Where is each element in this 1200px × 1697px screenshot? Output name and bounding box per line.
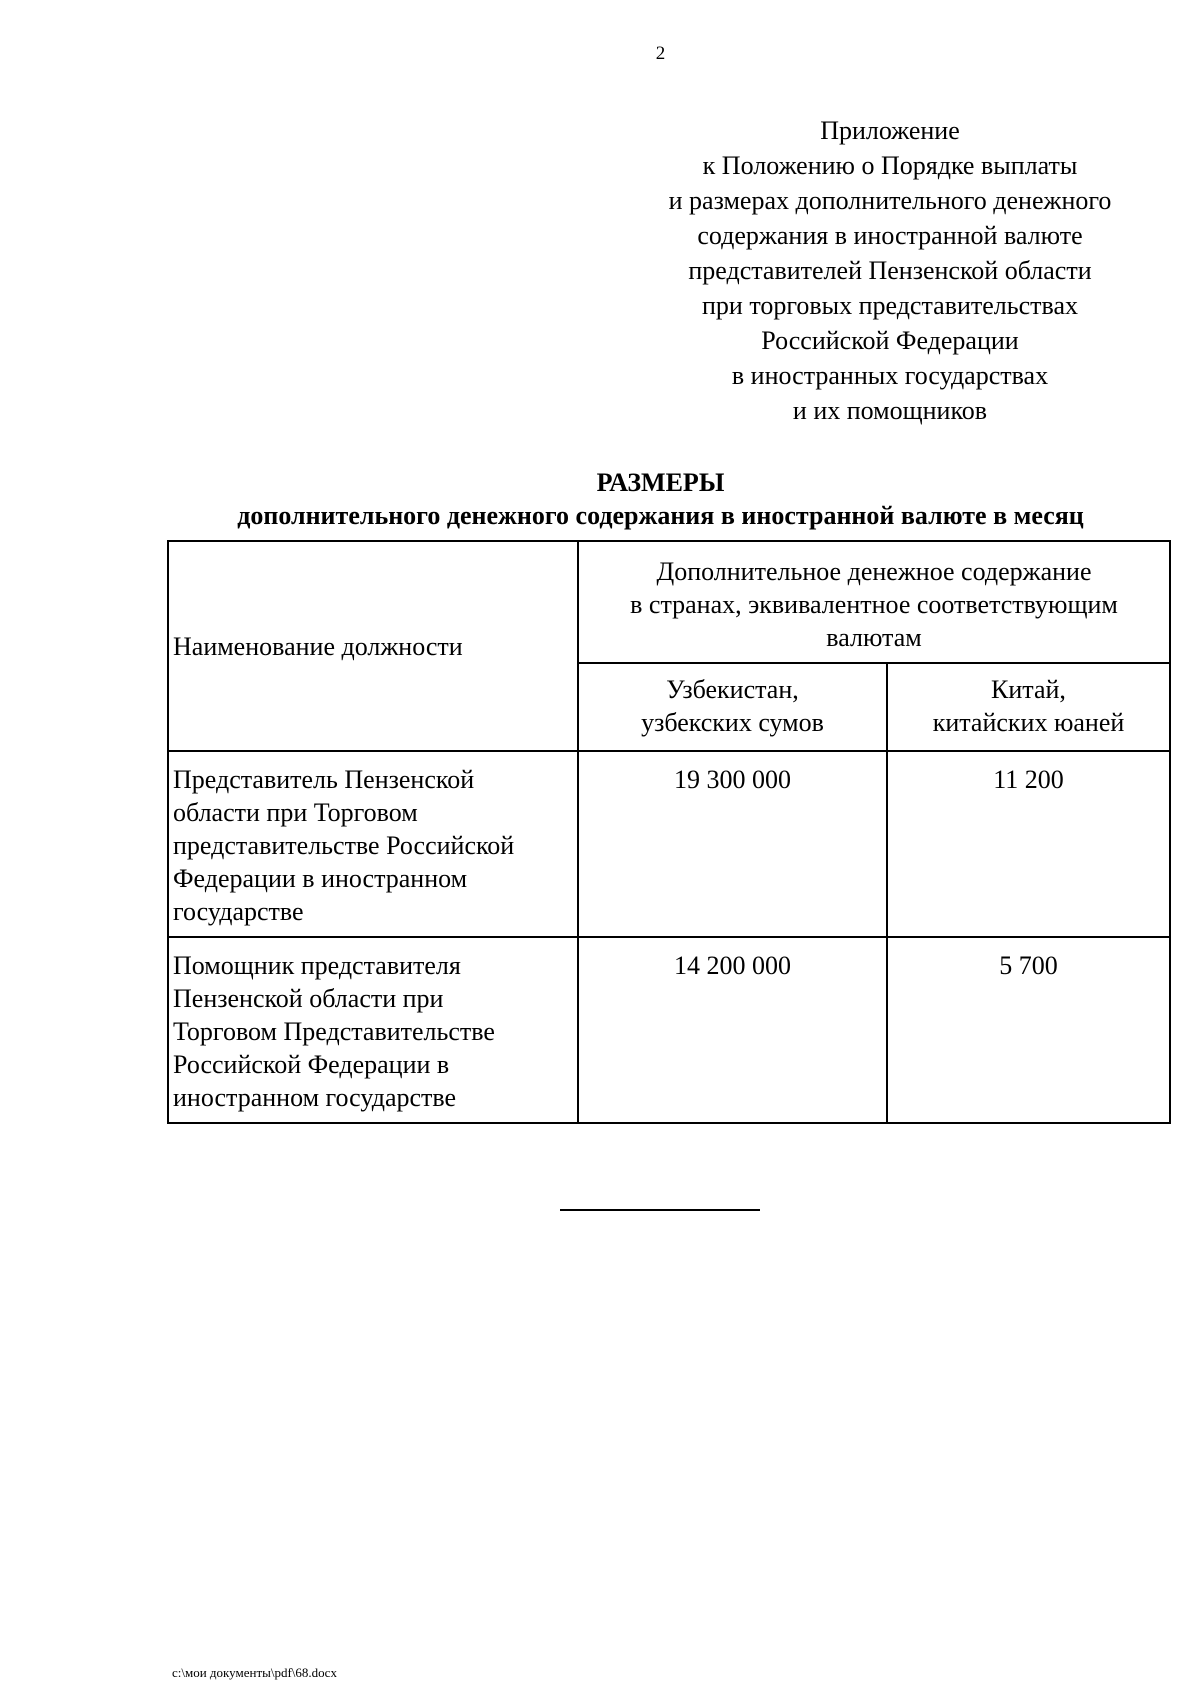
row-name-line: Торговом Представительстве (173, 1017, 495, 1046)
appendix-line: представителей Пензенской области (688, 256, 1092, 285)
appendix-line: в иностранных государствах (731, 361, 1049, 390)
header-position-name (168, 541, 578, 751)
header-allowance-group (578, 541, 1170, 663)
row-name-line: Российской Федерации в (173, 1050, 450, 1079)
row-name-line: государстве (173, 897, 304, 926)
appendix-line: и их помощников (792, 396, 988, 425)
title-subheading: дополнительного денежного содержания в иностранной валюте в месяц (237, 501, 1084, 530)
row-name-line: иностранном государстве (173, 1083, 457, 1112)
document-title (0, 466, 1200, 532)
row-name-line: Пензенской области при (173, 984, 444, 1013)
closing-divider (560, 1209, 760, 1211)
row-position-name (168, 751, 578, 937)
row-value-china: 11 200 (887, 751, 1170, 937)
appendix-heading (560, 113, 1200, 428)
row-value-uzbekistan: 14 200 000 (578, 937, 887, 1123)
row-name-line: области при Торговом (173, 798, 418, 827)
footer-file-path: c:\мои документы\pdf\68.docx (172, 1665, 337, 1680)
row-name-line: Федерации в иностранном (173, 864, 468, 893)
header-group-line: валютам (826, 623, 922, 652)
header-country-line: узбекских сумов (641, 708, 824, 737)
table-row (168, 751, 1170, 937)
appendix-line: к Положению о Порядке выплаты (702, 151, 1078, 180)
appendix-line: содержания в иностранной валюте (697, 221, 1083, 250)
title-heading: РАЗМЕРЫ (596, 468, 725, 497)
row-position-name (168, 937, 578, 1123)
header-group-line: в странах, эквивалентное соответствующим (630, 590, 1118, 619)
row-name-line: Представитель Пензенской (173, 765, 475, 794)
header-country-line: китайских юаней (932, 708, 1125, 737)
table-row (168, 937, 1170, 1123)
allowance-table (167, 540, 1171, 1124)
header-position-name-label: Наименование должности (173, 631, 463, 661)
header-country-line: Китай, (991, 675, 1066, 704)
appendix-line: при торговых представительствах (701, 291, 1078, 320)
header-country-line: Узбекистан, (666, 675, 799, 704)
table-header-row (168, 541, 1170, 663)
header-country-china (887, 663, 1170, 751)
header-country-uzbekistan (578, 663, 887, 751)
page-number: 2 (655, 43, 666, 64)
row-name-line: Помощник представителя (173, 951, 461, 980)
row-value-china: 5 700 (887, 937, 1170, 1123)
header-group-line: Дополнительное денежное содержание (656, 557, 1092, 586)
appendix-line: Приложение (820, 116, 960, 145)
appendix-line: Российской Федерации (761, 326, 1019, 355)
row-value-uzbekistan: 19 300 000 (578, 751, 887, 937)
appendix-line: и размерах дополнительного денежного (668, 186, 1112, 215)
row-name-line: представительстве Российской (173, 831, 515, 860)
